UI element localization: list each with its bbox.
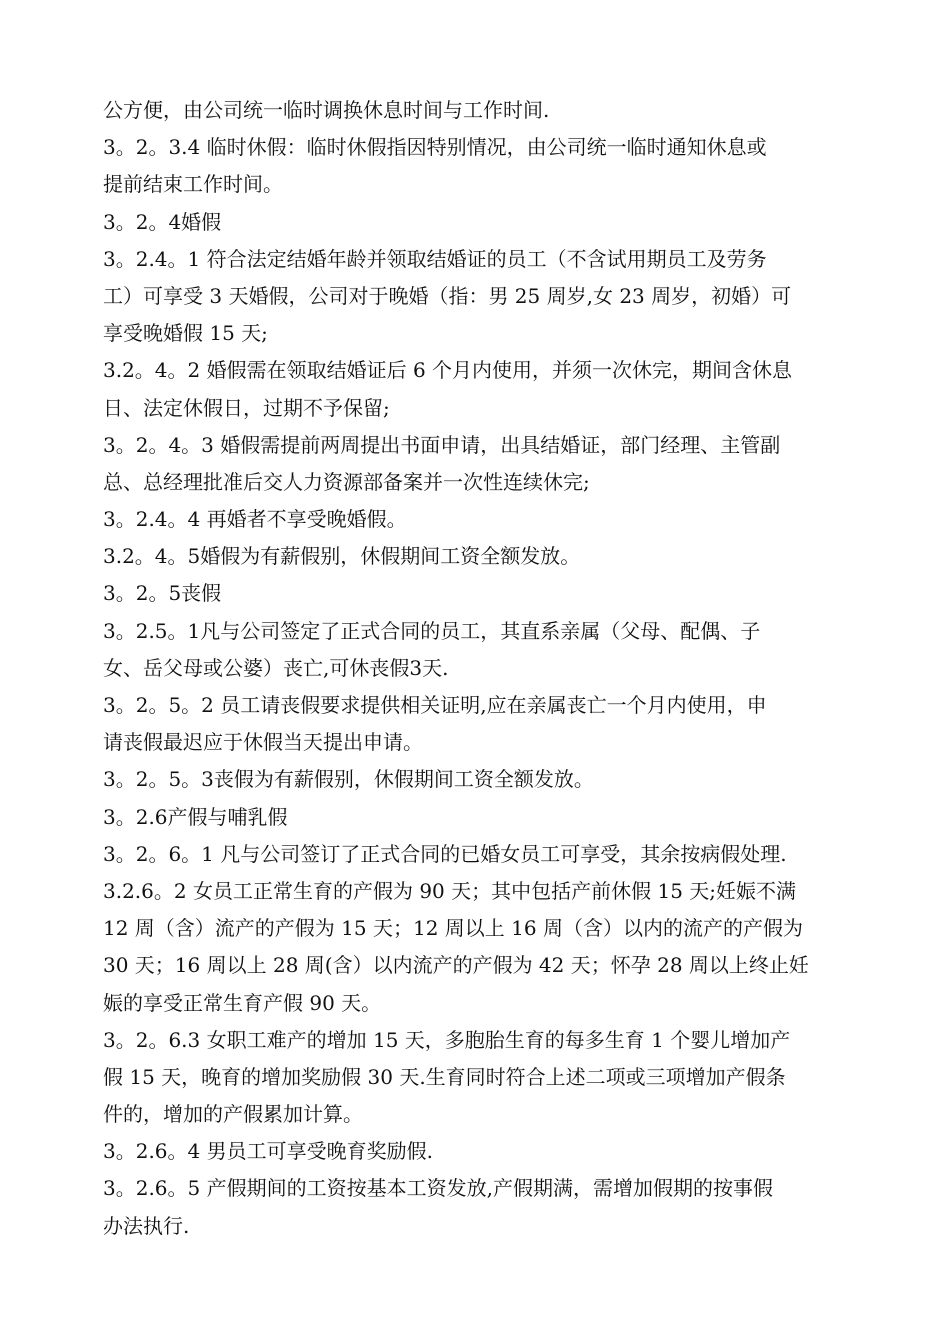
text-line: 请丧假最迟应于休假当天提出申请。 <box>103 730 423 755</box>
text-line: 3。2。5。2 员工请丧假要求提供相关证明,应在亲属丧亡一个月内使用，申 <box>103 693 767 717</box>
text-line: 3。2.5。1凡与公司签定了正式合同的员工，其直系亲属（父母、配偶、子 <box>103 618 761 643</box>
text-line: 3.2.6。2 女员工正常生育的产假为 90 天；其中包括产前休假 15 天;妊娠不满 <box>103 878 797 903</box>
section-heading: 3。2。4婚假 <box>103 209 222 234</box>
text-line: 总、总经理批准后交人力资源部备案并一次性连续休完; <box>103 469 590 494</box>
text-line: 3。2。6。1 凡与公司签订了正式合同的已婚女员工可享受，其余按病假处理. <box>103 841 787 866</box>
text-line: 3。2。4。3 婚假需提前两周提出书面申请，出具结婚证，部门经理、主管副 <box>103 432 781 457</box>
text-line: 3。2。6.3 女职工难产的增加 15 天，多胞胎生育的每多生育 1 个婴儿增加产 <box>103 1027 791 1052</box>
text-line: 办法执行. <box>103 1213 190 1238</box>
text-line: 3。2。5。3丧假为有薪假别，休假期间工资全额发放。 <box>103 767 594 792</box>
text-line: 3。2.4。4 再婚者不享受晚婚假。 <box>103 507 407 532</box>
section-heading: 3。2.6产假与哺乳假 <box>103 804 288 829</box>
text-line: 工）可享受 3 天婚假，公司对于晚婚（指：男 25 周岁,女 23 周岁，初婚）可 <box>103 283 792 308</box>
text-line: 3。2.4。1 符合法定结婚年龄并领取结婚证的员工（不含试用期员工及劳务 <box>103 246 767 271</box>
text-line: 享受晚婚假 15 天; <box>103 321 268 346</box>
text-line: 3。2.6。4 男员工可享受晚育奖励假. <box>103 1139 433 1164</box>
text-line: 3.2。4。5婚假为有薪假别，休假期间工资全额发放。 <box>103 544 581 569</box>
text-line: 12 周（含）流产的产假为 15 天；12 周以上 16 周（含）以内的流产的产假为 <box>103 916 803 941</box>
text-line: 日、法定休假日，过期不予保留; <box>103 395 390 420</box>
text-line: 3。2。3.4 临时休假：临时休假指因特别情况，由公司统一临时通知休息或 <box>103 135 767 160</box>
text-line: 3。2.6。5 产假期间的工资按基本工资发放,产假期满，需增加假期的按事假 <box>103 1176 773 1201</box>
text-line: 提前结束工作时间。 <box>103 172 283 197</box>
text-line: 女、岳父母或公婆）丧亡,可休丧假3天. <box>103 655 449 680</box>
text-line: 件的，增加的产假累加计算。 <box>103 1102 363 1127</box>
text-line: 娠的享受正常生育产假 90 天。 <box>103 990 382 1015</box>
text-line: 30 天；16 周以上 28 周(含）以内流产的产假为 42 天；怀孕 28 周以上终止妊 <box>103 953 809 978</box>
text-line: 假 15 天，晚育的增加奖励假 30 天.生育同时符合上述二项或三项增加产假条 <box>103 1064 786 1089</box>
text-line: 3.2。4。2 婚假需在领取结婚证后 6 个月内使用，并须一次休完，期间含休息 <box>103 358 793 383</box>
text-line: 公方便，由公司统一临时调换休息时间与工作时间. <box>103 98 550 122</box>
section-heading: 3。2。5丧假 <box>103 581 222 606</box>
document-body <box>103 92 863 1245</box>
